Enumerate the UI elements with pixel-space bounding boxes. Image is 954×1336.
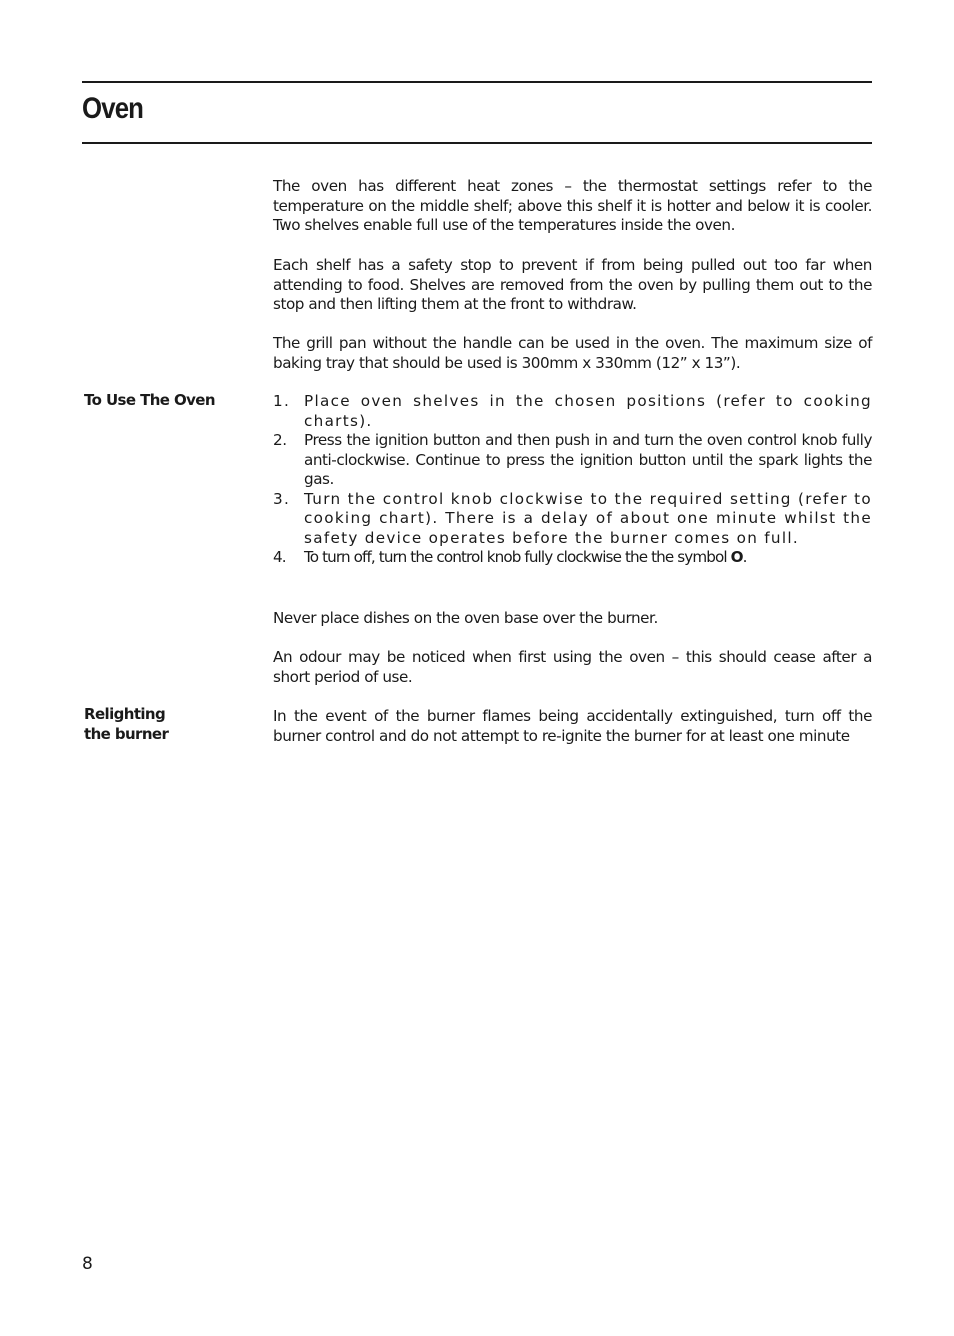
step-suffix: . <box>742 548 747 566</box>
title-underline-rule <box>82 142 872 144</box>
off-symbol: O <box>730 548 743 566</box>
intro-paragraph-heat-zones: The oven has different heat zones – the thermostat settings refer to the temperature on the middle shelf; above this shelf it is hotter and below it is cooler. Two shelves enable full use of the temperatures inside the oven. <box>273 177 872 234</box>
step-number: 4. <box>273 548 286 566</box>
heading-line-2: the burner <box>84 724 169 743</box>
step-item-4 <box>273 548 872 568</box>
intro-paragraph-grill-pan: The grill pan without the handle can be used in the oven. The maximum size of baking tray that should be used is 300mm x 330mm (12” x 13”). <box>273 334 872 372</box>
heading-line-1: Relighting <box>84 705 166 723</box>
section-heading-relighting-the-burner <box>84 705 168 744</box>
step-text: Place oven shelves in the chosen positions (refer to cooking charts). <box>304 392 872 430</box>
step-item-3 <box>273 490 872 549</box>
step-text: To turn off, turn the control knob fully clockwise the the symbol <box>304 548 731 566</box>
step-text: Press the ignition button and then push in and turn the oven control knob fully anti-clockwise. Continue to press the ignition button until the spark lights the gas. <box>304 431 872 488</box>
step-number: 1. <box>273 392 291 410</box>
step-number: 3. <box>273 489 291 508</box>
top-rule <box>82 81 872 83</box>
page-number: 8 <box>82 1254 93 1274</box>
note-dishes-on-base: Never place dishes on the oven base over the burner. <box>273 609 658 627</box>
oven-steps-list <box>273 392 872 568</box>
intro-paragraph-safety-stop: Each shelf has a safety stop to prevent if from being pulled out too far when attending to food. Shelves are removed from the oven by pulling them out to the stop and then lifting them at the front to withdraw. <box>273 256 872 313</box>
step-number: 2. <box>273 431 287 449</box>
step-item-2 <box>273 431 872 490</box>
relight-paragraph: In the event of the burner flames being accidentally extinguished, turn off the burner control and do not attempt to re-ignite the burner for at least one minute <box>273 707 872 745</box>
step-text: Turn the control knob clockwise to the required setting (refer to cooking chart). There is a delay of about one minute whilst the safety device operates before the burner comes on full. <box>304 489 872 547</box>
step-item-1 <box>273 392 872 431</box>
page-title: Oven <box>82 92 144 125</box>
note-odour: An odour may be noticed when first using the oven – this should cease after a short period of use. <box>273 648 872 686</box>
section-heading-to-use-the-oven: To Use The Oven <box>84 391 215 409</box>
